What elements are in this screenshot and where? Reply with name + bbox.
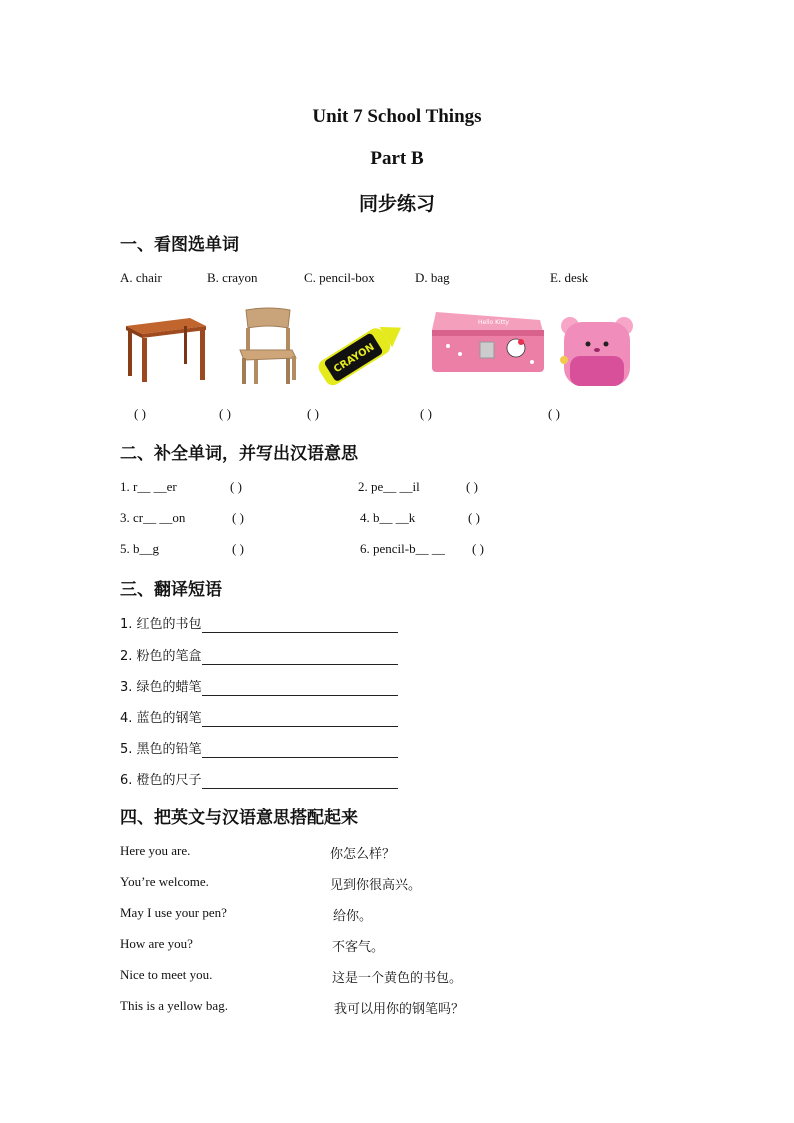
english-item-1: Here you are. (120, 843, 191, 858)
phrase-label: 4. 蓝色的钢笔 (120, 711, 202, 726)
crayon-label: CRAYON (332, 341, 377, 376)
word-item-1: 1. r__ __er (120, 479, 177, 494)
desk-image (120, 312, 210, 387)
phrase-label: 3. 绿色的蜡笔 (120, 680, 202, 695)
option-a: A. chair (120, 270, 162, 285)
option-c: C. pencil-box (304, 270, 375, 285)
section2-heading: 二、补全单词，并写出汉语意思 (120, 444, 358, 464)
answer-blank-4[interactable]: ( ) (420, 406, 432, 421)
chair-image (234, 306, 302, 386)
word-blank-6[interactable]: ( ) (472, 541, 484, 556)
section3-heading: 三、翻译短语 (120, 580, 222, 600)
chinese-item-5: 这是一个黄色的书包。 (332, 971, 463, 986)
english-item-5: Nice to meet you. (120, 967, 213, 982)
word-blank-2[interactable]: ( ) (466, 479, 478, 494)
option-e: E. desk (550, 270, 589, 285)
english-item-3: May I use your pen? (120, 905, 227, 920)
phrase-label: 2. 粉色的笔盒 (120, 649, 202, 664)
phrase-row-1 (120, 613, 398, 633)
pencil-box-image (428, 306, 548, 380)
page-title: Unit 7 School Things (312, 106, 482, 127)
page-subtitle: Part B (370, 148, 424, 169)
answer-blank-2[interactable]: ( ) (219, 406, 231, 421)
answer-blank-1[interactable]: ( ) (134, 406, 146, 421)
word-blank-3[interactable]: ( ) (232, 510, 244, 525)
phrase-label: 6. 橙色的尺子 (120, 773, 202, 788)
answer-line[interactable] (202, 618, 398, 633)
english-item-6: This is a yellow bag. (120, 998, 228, 1013)
chinese-item-1: 你怎么样？ (330, 847, 396, 862)
english-item-2: You’re welcome. (120, 874, 209, 889)
page-subtitle-cn: 同步练习 (358, 193, 435, 215)
pencil-box-label: Hello Kitty (478, 319, 509, 326)
phrase-label: 5. 黑色的铅笔 (120, 742, 202, 757)
phrase-label: 1. 红色的书包 (120, 617, 202, 632)
option-b: B. crayon (207, 270, 258, 285)
answer-line[interactable] (202, 774, 398, 789)
chinese-item-6: 我可以用你的钢笔吗？ (334, 1002, 465, 1017)
word-item-2: 2. pe__ __il (358, 479, 420, 494)
chinese-item-4: 不客气。 (332, 940, 385, 955)
option-d: D. bag (415, 270, 450, 285)
answer-blank-5[interactable]: ( ) (548, 406, 560, 421)
bag-image (558, 312, 638, 390)
section4-heading: 四、把英文与汉语意思搭配起来 (120, 808, 358, 828)
chinese-item-3: 给你。 (333, 909, 373, 924)
crayon-image (310, 308, 414, 390)
word-item-4: 4. b__ __k (360, 510, 416, 525)
phrase-row-2 (120, 645, 398, 665)
english-item-4: How are you? (120, 936, 193, 951)
phrase-row-4 (120, 707, 398, 727)
word-item-5: 5. b__g (120, 541, 159, 556)
word-blank-1[interactable]: ( ) (230, 479, 242, 494)
phrase-row-6 (120, 769, 398, 789)
answer-line[interactable] (202, 743, 398, 758)
answer-line[interactable] (202, 681, 398, 696)
phrase-row-3 (120, 676, 398, 696)
word-blank-5[interactable]: ( ) (232, 541, 244, 556)
phrase-row-5 (120, 738, 398, 758)
word-item-3: 3. cr__ __on (120, 510, 186, 525)
chinese-item-2: 见到你很高兴。 (330, 878, 422, 893)
answer-line[interactable] (202, 712, 398, 727)
word-item-6: 6. pencil-b__ __ (360, 541, 445, 556)
word-blank-4[interactable]: ( ) (468, 510, 480, 525)
answer-blank-3[interactable]: ( ) (307, 406, 319, 421)
section1-heading: 一、看图选单词 (120, 235, 239, 255)
answer-line[interactable] (202, 650, 398, 665)
